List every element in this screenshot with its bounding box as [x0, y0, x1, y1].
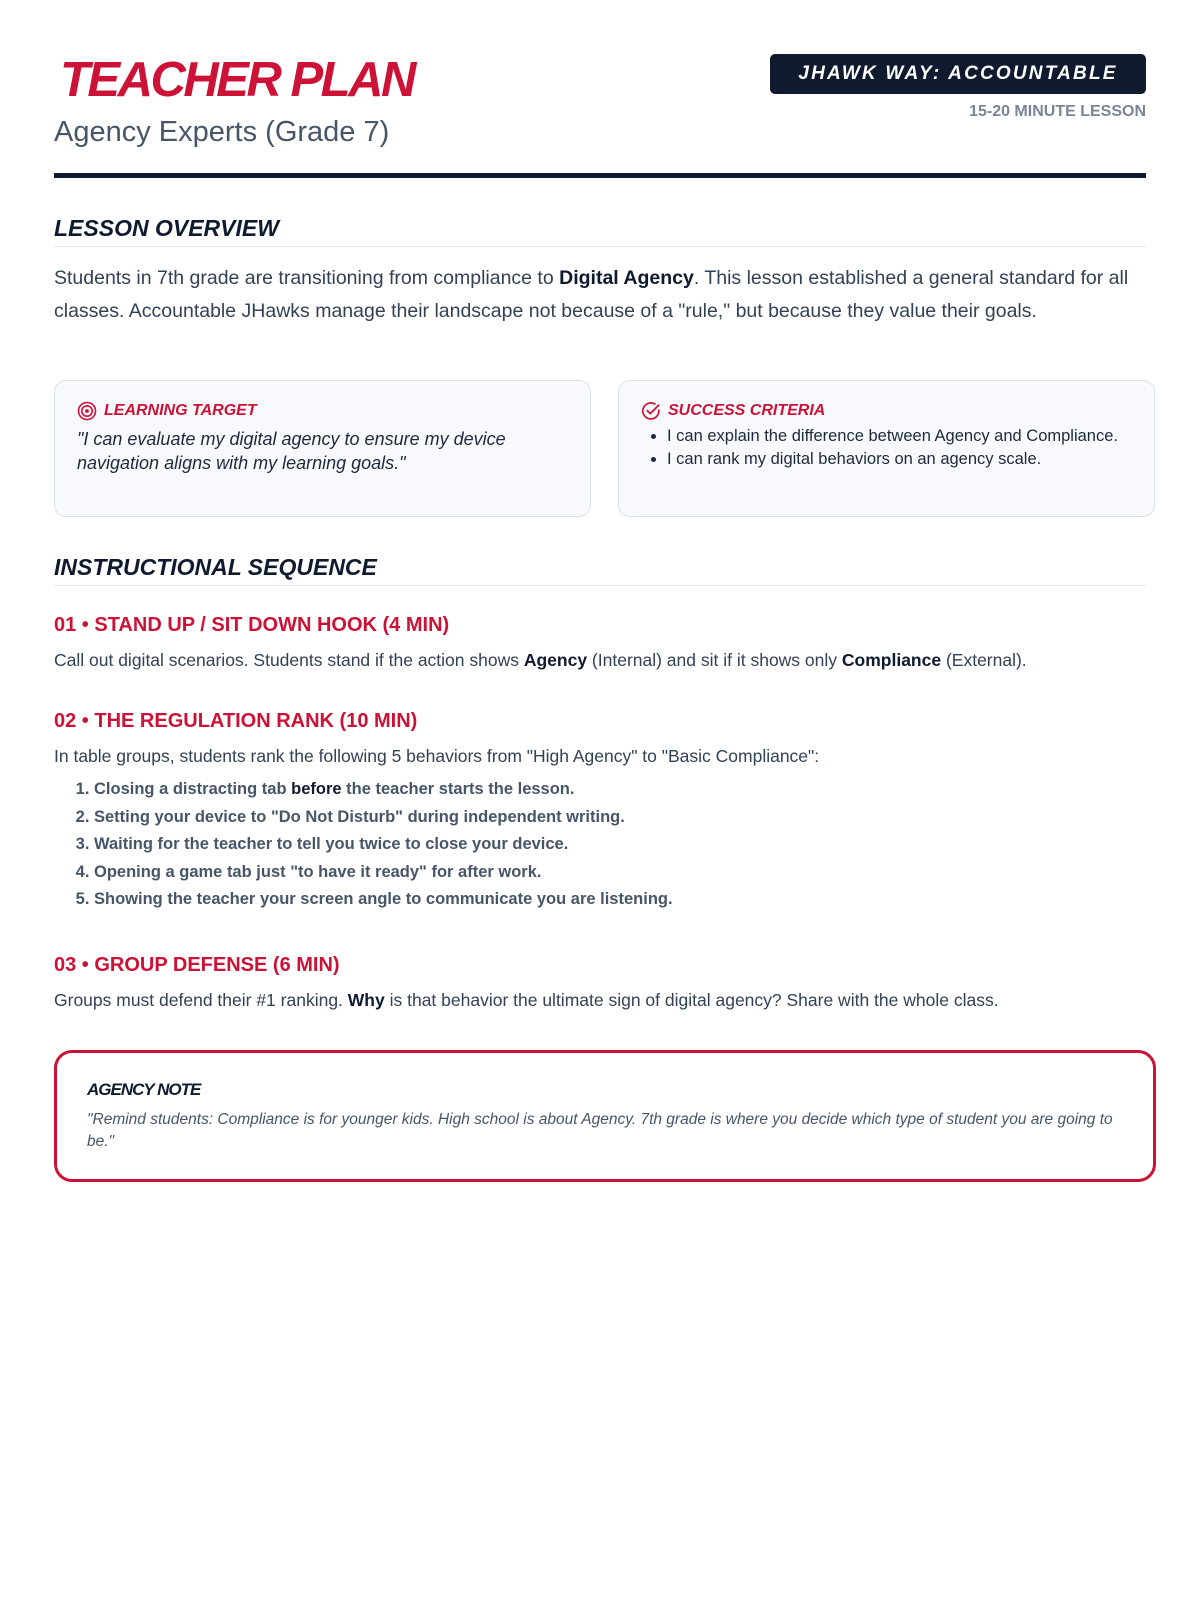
page-subtitle: Agency Experts (Grade 7) — [54, 116, 390, 148]
learning-target-text: "I can evaluate my digital agency to ensure my device navigation aligns with my learning goals." — [77, 429, 506, 473]
step-3-text: Groups must defend their #1 ranking. Why is that behavior the ultimate sign of digital agency? Share with the whole class. — [54, 990, 999, 1010]
step-1-title: 01 • STAND UP / SIT DOWN HOOK (4 MIN) — [54, 614, 450, 636]
success-criteria-label: SUCCESS CRITERIA — [668, 402, 826, 419]
header — [54, 0, 1146, 178]
step-1-text: Call out digital scenarios. Students stand if the action shows Agency (Internal) and sit if it shows only Compliance (External). — [54, 650, 1027, 670]
step-3-title: 03 • GROUP DEFENSE (6 MIN) — [54, 954, 340, 976]
list-item: 1. Closing a distracting tab before the teacher starts the lesson. — [94, 776, 673, 804]
behavior-rank-list — [54, 776, 673, 914]
list-item: 5. Showing the teacher your screen angle to communicate you are listening. — [94, 886, 673, 914]
agency-note-box — [54, 1050, 1156, 1182]
step-2-title: 02 • THE REGULATION RANK (10 MIN) — [54, 710, 418, 732]
page-title: TEACHER PLAN — [60, 53, 414, 107]
instructional-sequence-heading: INSTRUCTIONAL SEQUENCE — [54, 552, 1146, 586]
check-circle-icon — [641, 401, 661, 421]
target-icon — [77, 401, 97, 421]
digital-agency-term: Digital Agency — [559, 267, 694, 289]
agency-note-text: "Remind students: Compliance is for younger kids. High school is about Agency. 7th grade is where you decide which type of student you are going to be." — [87, 1111, 1113, 1150]
learning-target-header — [77, 401, 568, 421]
learning-target-card — [54, 380, 591, 517]
list-item: • I can explain the difference between Agency and Compliance. — [667, 425, 1132, 448]
list-item: 3. Waiting for the teacher to tell you twice to close your device. — [94, 831, 673, 859]
jhawk-way-badge: JHAWK WAY: ACCOUNTABLE — [770, 54, 1146, 94]
success-criteria-list — [641, 425, 1132, 470]
agency-note-title: AGENCY NOTE — [87, 1080, 201, 1099]
lesson-overview-heading: LESSON OVERVIEW — [54, 213, 1146, 247]
success-criteria-header — [641, 401, 1132, 421]
list-item: 4. Opening a game tab just "to have it ready" for after work. — [94, 859, 673, 887]
lesson-overview-text: Students in 7th grade are transitioning from compliance to Digital Agency. This lesson established a general standard for all classes. Accountable JHawks manage their landscape not because of a "rule," but because they value their goals. — [54, 267, 1129, 322]
lesson-duration: 15-20 MINUTE LESSON — [969, 103, 1146, 120]
success-criteria-card — [618, 380, 1155, 517]
list-item: • I can rank my digital behaviors on an agency scale. — [667, 448, 1132, 471]
step-2-intro: In table groups, students rank the following 5 behaviors from "High Agency" to "Basic Compliance": — [54, 746, 820, 766]
list-item: 2. Setting your device to "Do Not Disturb" during independent writing. — [94, 804, 673, 832]
learning-target-label: LEARNING TARGET — [104, 402, 257, 419]
